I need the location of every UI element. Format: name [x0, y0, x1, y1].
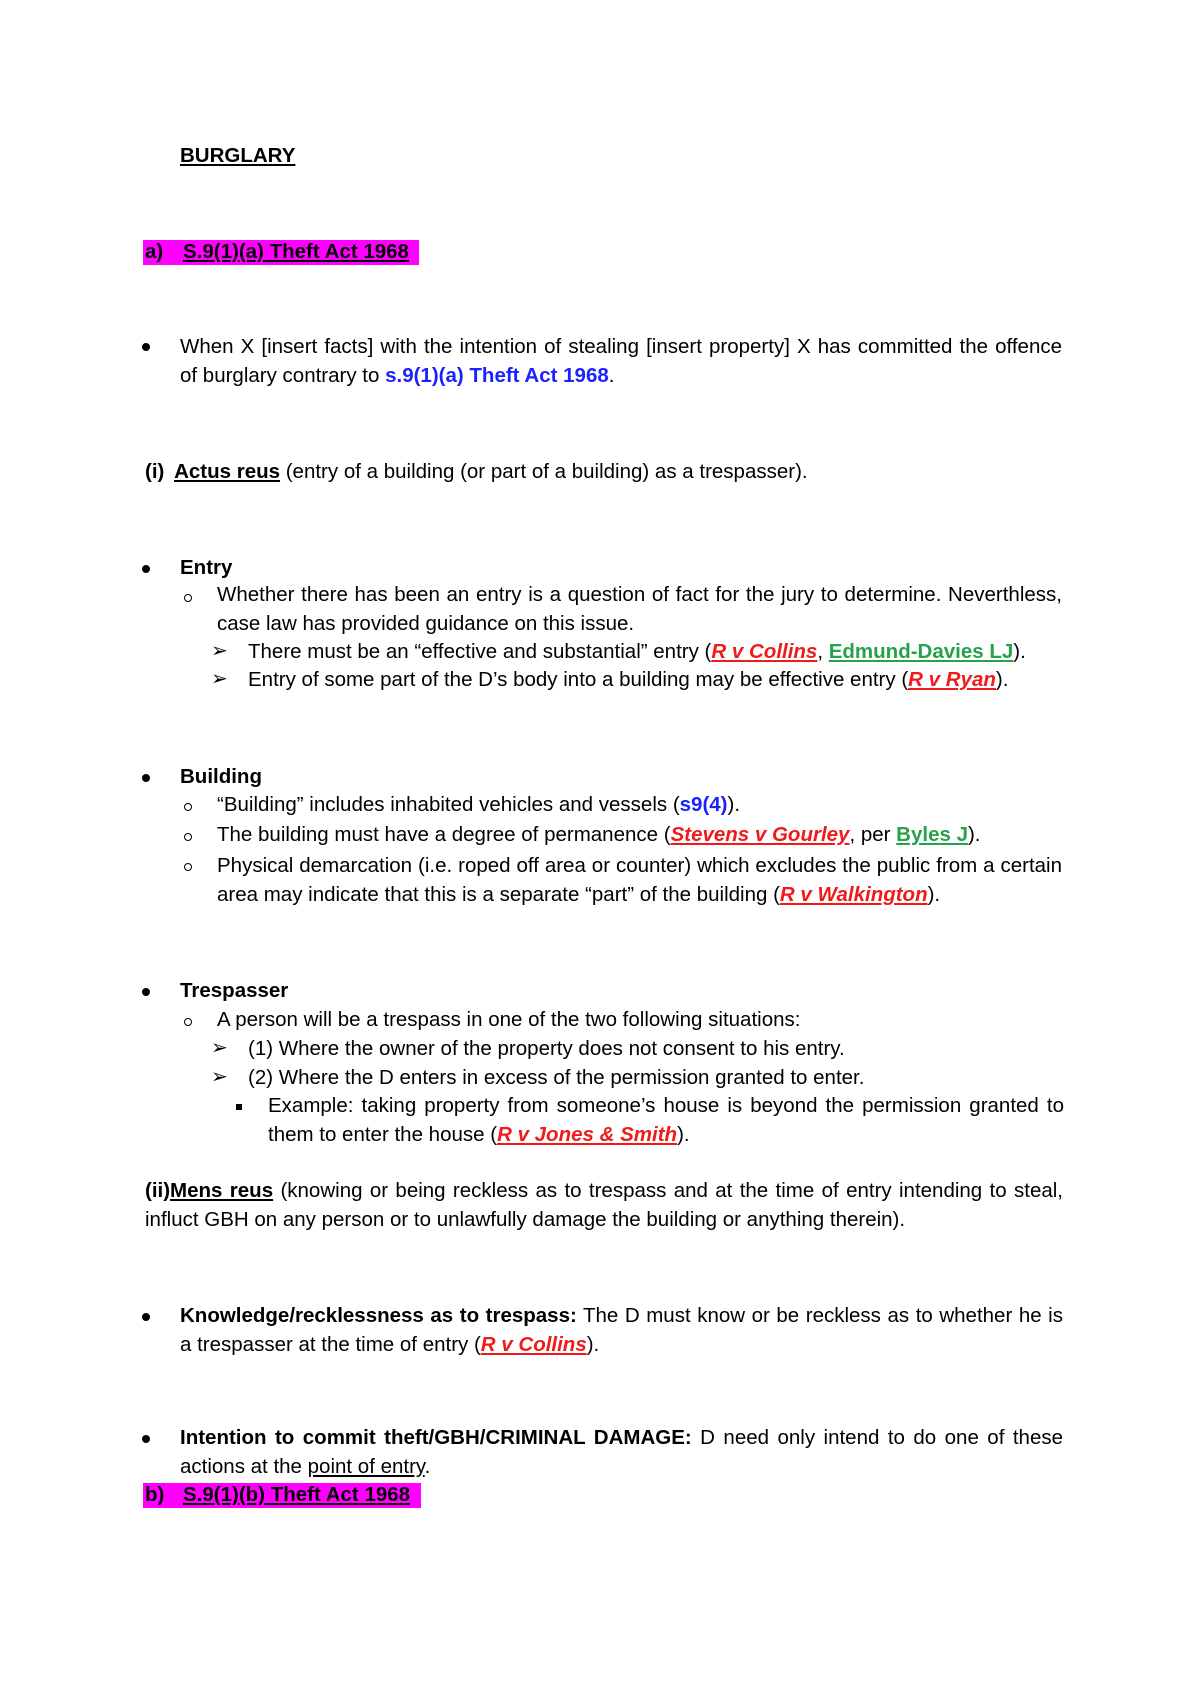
entry-sub1: There must be an “effective and substantial” entry (R v Collins, Edmund-Davies LJ).	[248, 640, 1026, 663]
circle-bullet-icon	[184, 594, 192, 602]
section-a-heading: S.9(1)(a) Theft Act 1968	[183, 240, 409, 263]
case-r-v-ryan: R v Ryan	[908, 668, 996, 691]
square-bullet-icon	[236, 1104, 242, 1110]
bullet-icon	[142, 343, 150, 351]
case-r-v-walkington: R v Walkington	[779, 883, 928, 906]
circle-bullet-icon	[184, 1018, 192, 1026]
knowledge-paragraph: Knowledge/recklessness as to trespass: The D must know or be reckless as to whether he is a trespasser at the time of entry (R v Collins).	[180, 1304, 1063, 1356]
mens-rea-paragraph	[145, 1177, 1063, 1234]
circle-bullet-icon	[184, 863, 192, 871]
entry-point: Whether there has been an entry is a question of fact for the jury to determine. Neverthless, case law has provided guidance on this issue.	[217, 583, 1062, 635]
section-b-label: b)	[145, 1483, 165, 1506]
intro-text: When X [insert facts] with the intention of stealing [insert property] X has committed the offence of burglary contrary to	[180, 335, 1062, 387]
building-heading: Building	[180, 765, 262, 788]
arrow-bullet-icon: ➢	[211, 1066, 228, 1088]
actus-reus-label: (i)	[145, 460, 165, 483]
mens-rea-desc: (knowing or being reckless as to trespass and at the time of entry intending to steal, influct GBH on any person or to unlawfully damage the building or anything therein).	[145, 1179, 1064, 1231]
bullet-icon	[142, 565, 150, 573]
trespasser-sub2: (2) Where the D enters in excess of the permission granted to enter.	[248, 1066, 865, 1089]
bullet-icon	[142, 774, 150, 782]
circle-bullet-icon	[184, 833, 192, 841]
actus-reus-line	[145, 458, 808, 486]
case-r-v-collins: R v Collins	[711, 640, 818, 663]
point-of-entry: point of entry	[307, 1454, 425, 1478]
building-point-1: “Building” includes inhabited vehicles and vessels (s9(4)).	[217, 793, 741, 816]
section-a-label: a)	[145, 240, 164, 263]
intention-paragraph: Intention to commit theft/GBH/CRIMINAL DAMAGE: D need only intend to do one of these actions at the point of entry.	[180, 1426, 1063, 1478]
trespasser-example: Example: taking property from someone’s house is beyond the permission granted to them to enter the house (R v Jones & Smith).	[268, 1094, 1064, 1146]
arrow-bullet-icon: ➢	[211, 1037, 228, 1059]
intention-heading: Intention to commit theft/GBH/CRIMINAL DAMAGE:	[180, 1426, 692, 1449]
knowledge-heading: Knowledge/recklessness as to trespass:	[180, 1304, 577, 1327]
intro-statute: s.9(1)(a) Theft Act 1968	[385, 363, 609, 387]
trespasser-heading: Trespasser	[180, 979, 289, 1002]
trespasser-point: A person will be a trespass in one of the two following situations:	[217, 1008, 801, 1031]
actus-reus-heading: Actus reus	[174, 460, 281, 483]
actus-reus-desc: (entry of a building (or part of a building) as a trespasser).	[280, 460, 808, 483]
arrow-bullet-icon: ➢	[211, 668, 228, 690]
case-stevens-v-gourley: Stevens v Gourley	[670, 823, 850, 846]
bullet-icon	[142, 1435, 150, 1443]
case-r-v-jones-smith: R v Jones & Smith	[497, 1122, 678, 1146]
judge-byles: Byles J	[896, 823, 968, 846]
mens-rea-label: (ii)	[145, 1179, 171, 1202]
trespasser-sub1: (1) Where the owner of the property does not consent to his entry.	[248, 1037, 845, 1060]
entry-sub2: Entry of some part of the D’s body into a building may be effective entry (R v Ryan).	[248, 668, 1009, 691]
bullet-icon	[142, 1313, 150, 1321]
judge-edmund-davies: Edmund-Davies LJ	[828, 640, 1014, 663]
entry-heading: Entry	[180, 556, 233, 579]
building-point-3: Physical demarcation (i.e. roped off area or counter) which excludes the public from a certain area may indicate that this is a separate “part” of the building (R v Walkington).	[217, 854, 1062, 906]
case-r-v-collins-2: R v Collins	[480, 1332, 587, 1356]
bullet-icon	[142, 988, 150, 996]
circle-bullet-icon	[184, 803, 192, 811]
mens-rea-heading: Mens reus	[170, 1179, 274, 1202]
statute-s9-4: s9(4)	[679, 793, 728, 816]
intro-end: .	[608, 363, 615, 387]
building-point-2: The building must have a degree of permanence (Stevens v Gourley, per Byles J).	[217, 823, 981, 846]
arrow-bullet-icon: ➢	[211, 640, 228, 662]
intro-paragraph	[180, 333, 1062, 390]
section-b-heading: S.9(1)(b) Theft Act 1968	[183, 1483, 411, 1506]
document-title: BURGLARY	[180, 144, 296, 167]
